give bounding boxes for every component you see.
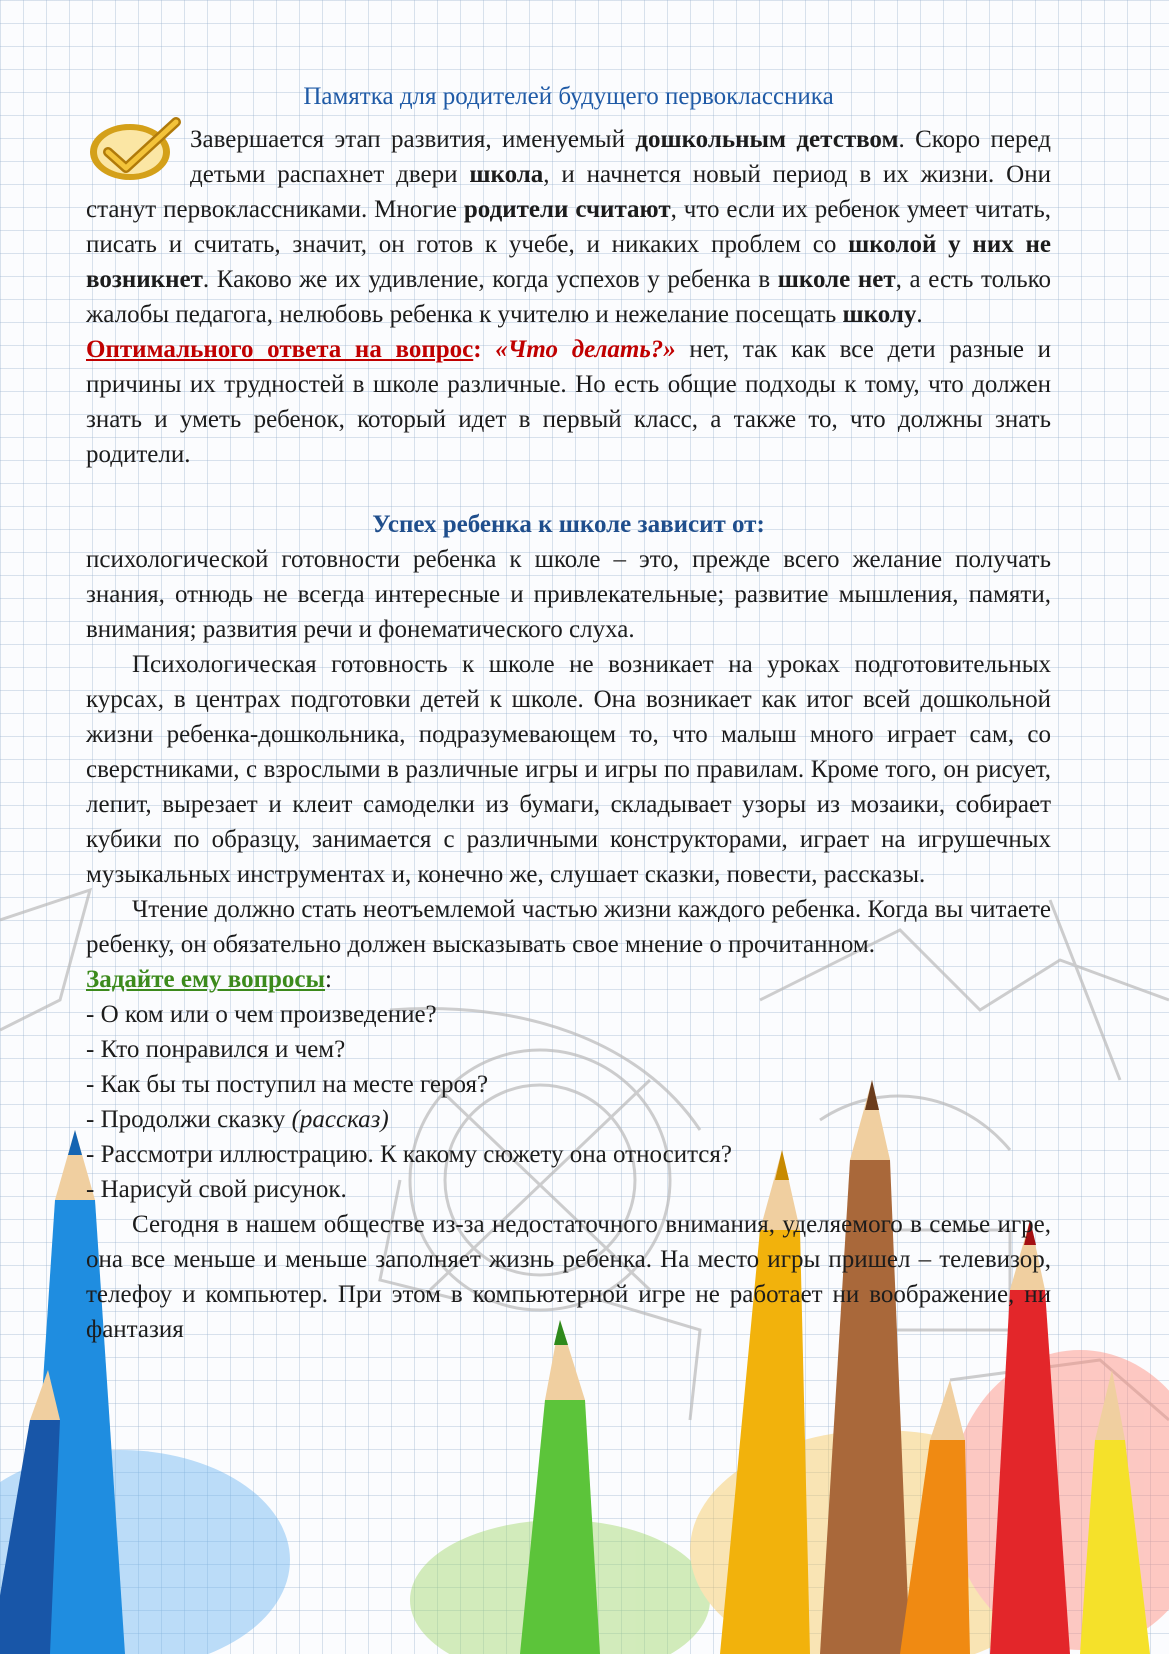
answer-colon: :	[473, 336, 496, 363]
intro-text-5: . Каково же их удивление, когда успехов у ребенка в	[202, 266, 778, 293]
list-item: - Кто понравился и чем?	[86, 1036, 346, 1063]
questions-colon: :	[325, 966, 332, 993]
answer-paragraph	[86, 332, 1051, 472]
section-title: Успех ребенка к школе зависит от:	[372, 511, 765, 538]
questions-heading-line	[86, 962, 1051, 997]
list-item: - Рассмотри иллюстрацию. К какому сюжету она относится?	[86, 1141, 732, 1168]
questions-list	[86, 997, 1051, 1207]
intro-text-4: , что если их ребенок умеет читать, писать и считать, значит, он готов к учебе, и никаких проблем со	[86, 196, 1051, 258]
question-text: - Продолжи сказку	[86, 1106, 292, 1133]
answer-quote: «Что делать?»	[495, 336, 676, 363]
document-body	[86, 76, 1051, 1347]
answer-lead: Оптимального ответа на вопрос	[86, 336, 474, 363]
list-item	[86, 1102, 1051, 1137]
list-item: - Как бы ты поступил на месте героя?	[86, 1071, 489, 1098]
page-title: Памятка для родителей будущего первоклассника	[303, 83, 834, 110]
psych-readiness-paragraph: Психологическая готовность к школе не возникает на уроках подготовительных курсах, в центрах подготовки детей к школе. Она возникает как итог всей дошкольной жизни ребенка-дошкольника, подразумевающем то, что малыш много играет сам, со сверстниками, с взрослыми в различные игры и игры по правилам. Кроме того, он рисует, лепит, вырезает и клеит самоделки из бумаги, складывает узоры из мозаики, собирает кубики по образцу, занимается с различными конструкторами, играет на игрушечных музыкальных инструментах и, конечно же, слушает сказки, повести, рассказы.	[86, 651, 1051, 888]
gold-check-icon	[86, 116, 184, 184]
list-item: - Нарисуй свой рисунок.	[86, 1176, 347, 1203]
intro-text-1: Завершается этап развития, именуемый	[190, 126, 636, 153]
intro-paragraph	[86, 122, 1051, 332]
list-item: - О ком или о чем произведение?	[86, 1001, 437, 1028]
answer-rest: нет, так как все дети разные и причины их трудностей в школе различные. Но есть общие подходы к тому, что должен знать и уметь ребенок, который идет в первый класс, а также то, что должны знать родители.	[86, 336, 1052, 468]
readiness-paragraph: психологической готовности ребенка к школе – это, прежде всего желание получать знания, отнюдь не всегда интересные и привлекательные; развитие мышления, памяти, внимания; развития речи и фонематического слуха.	[86, 546, 1051, 643]
questions-heading: Задайте ему вопросы	[86, 966, 326, 993]
intro-bold-5: школе нет	[777, 266, 896, 293]
question-italic: (рассказ)	[291, 1106, 389, 1133]
intro-bold-1: дошкольным детством	[635, 126, 899, 153]
intro-bold-4: школой у них не возникнет	[86, 231, 1051, 293]
intro-text-6: , а есть только жалобы педагога, нелюбовь ребенка к учителю и нежелание посещать	[86, 266, 1051, 328]
games-paragraph: Сегодня в нашем обществе из-за недостаточного внимания, уделяемого в семье игре, она все меньше и меньше заполняет жизнь ребенка. На место игры пришел – телевизор, телефоу и компьютер. При этом в компьютерной игре не работает ни воображение, ни фантазия	[86, 1211, 1051, 1343]
intro-text-7: .	[916, 301, 923, 328]
reading-paragraph: Чтение должно стать неотъемлемой частью жизни каждого ребенка. Когда вы читаете ребенку, он обязательно должен высказывать свое мнение о прочитанном.	[86, 896, 1051, 958]
intro-text-3: , и начнется новый период в их жизни. Они станут первоклассниками. Многие	[86, 161, 1051, 223]
intro-bold-2: школа	[469, 161, 544, 188]
intro-text-2: . Скоро перед детьми распахнет двери	[190, 126, 1051, 188]
intro-bold-6: школу	[842, 301, 917, 328]
intro-bold-3: родители считают	[463, 196, 671, 223]
